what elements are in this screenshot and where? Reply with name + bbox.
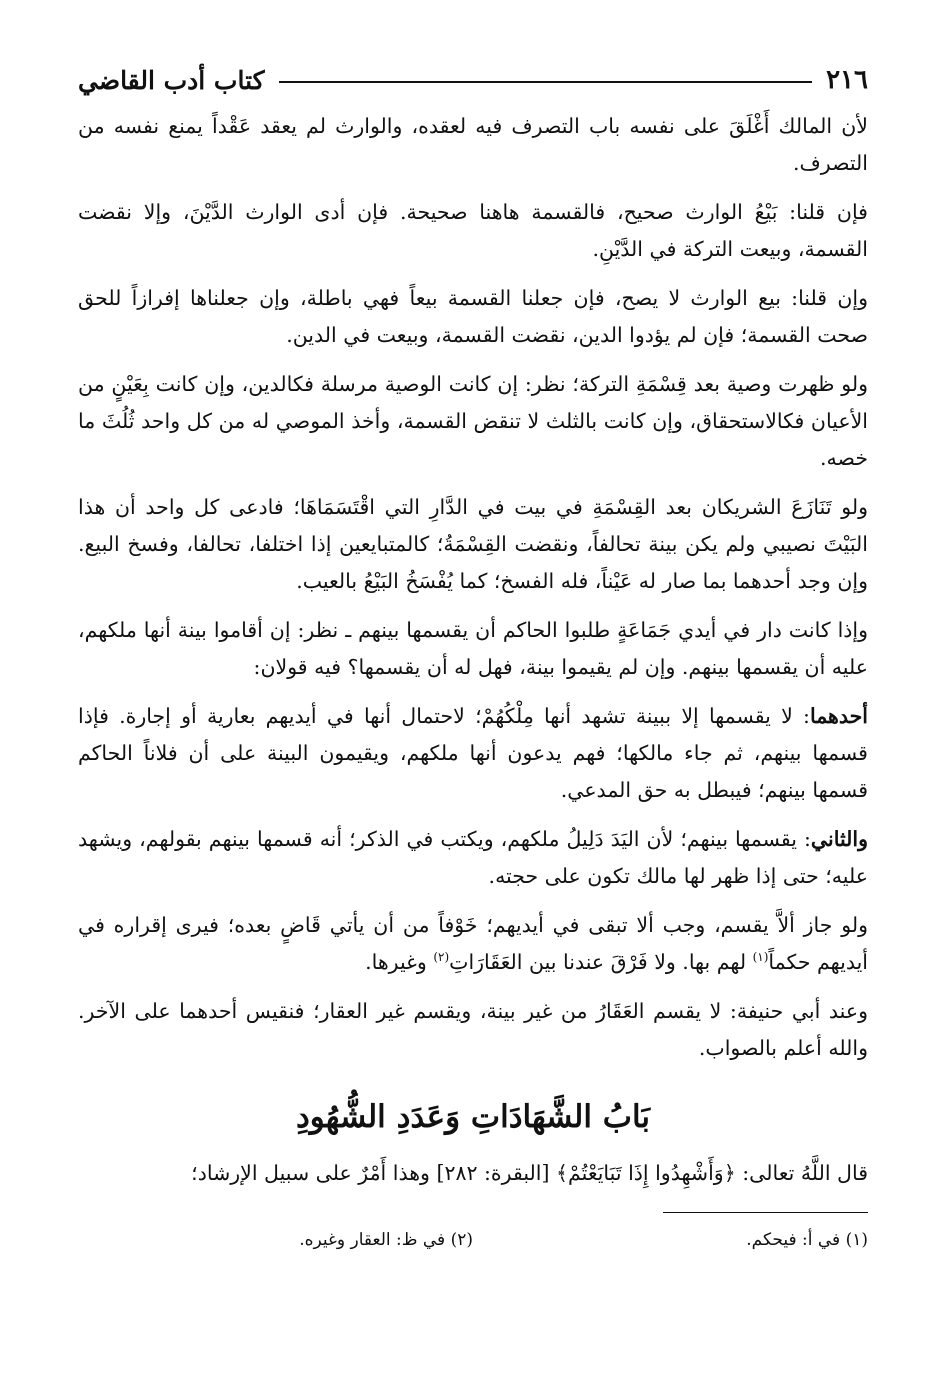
header-rule [279, 81, 813, 83]
paragraph: ولو جاز ألاَّ يقسم، وجب ألا تبقى في أيديهم؛ خَوْفاً من أن يأتي قَاضٍ بعده؛ فيرى إقراره في أيديهم حكماً$^{(١)}$ لهم بها. ولا فَرْقَ عندنا بين العَقَارَاتِ$^{(٢)}$ وغيرها. [78, 913, 868, 974]
page-header [78, 60, 868, 100]
paragraph: ولو ظهرت وصية بعد قِسْمَةِ التركة؛ نظر: إن كانت الوصية مرسلة فكالدين، وإن كانت بِعَيْنٍ من الأعيان فكالاستحقاق، وإن كانت بالثلث لا تنقض القسمة، وأخذ الموصي له من كل واحد ثُلُثَ ما خصه. [78, 372, 868, 470]
section-title: بَابُ الشَّهَادَاتِ وَعَدَدِ الشُّهُودِ [295, 1099, 651, 1135]
paragraph: ولو تَنَازَعَ الشريكان بعد القِسْمَةِ في بيت في الدَّارِ التي اقْتَسَمَاهَا؛ فادعى كل واحد أن هذا البَيْتَ نصيبي ولم يكن بينة تحالفاً، ونقضت القِسْمَةُ؛ كالمتبايعين إذا اختلفا، تحالفا، وفسخ البيع. وإن وجد أحدهما بما صار له عَيْناً، فله الفسخ؛ كما يُفْسَخُ البَيْعُ بالعيب. [78, 495, 868, 593]
footnote-ref-1: (١) [752, 950, 769, 965]
footnote-ref-2: (٢) [433, 950, 450, 965]
paragraph-lead: والثاني [810, 827, 868, 851]
paragraph-lead: أحدهما [809, 704, 868, 728]
paragraph: وإذا كانت دار في أيدي جَمَاعَةٍ طلبوا الحاكم أن يقسمها بينهم ـ نظر: إن أقاموا بينة أنها ملكهم، عليه أن يقسمها بينهم. وإن لم يقيموا بينة، فهل له أن يقسمها؟ فيه قولان: [78, 618, 868, 679]
footnotes [78, 1227, 868, 1253]
paragraph: فإن قلنا: بَيْعُ الوارث صحيح، فالقسمة هاهنا صحيحة. فإن أدى الوارث الدَّيْنَ، وإلا نقضت القسمة، وبيعت التركة في الدَّيْنِ. [78, 200, 868, 261]
footnote-rule [663, 1212, 868, 1213]
page-number: ٢١٦ [826, 65, 868, 95]
footnote-1: (١) في أ: فيحكم. [746, 1230, 868, 1250]
section-intro: قال اللَّهُ تعالى: ﴿وَأَشْهِدُوا إِذَا تَبَايَعْتُمْ﴾ [البقرة: ٢٨٢] وهذا أَمْرٌ على سبيل الإرشاد؛ [191, 1161, 868, 1185]
document-page [78, 60, 868, 1253]
body-text [78, 108, 868, 1192]
paragraph: والثاني: يقسمها بينهم؛ لأن اليَدَ دَلِيلُ ملكهم، ويكتب في الذكر؛ أنه قسمها بينهم بقولهم، ويشهد عليه؛ حتى إذا ظهر لها مالك تكون على حجته. [78, 827, 868, 888]
paragraph: أحدهما: لا يقسمها إلا ببينة تشهد أنها مِلْكُهُمْ؛ لاحتمال أنها في أيديهم بعارية أو إجارة. فإذا قسمها بينهم، ثم جاء مالكها؛ فهم يدعون أنها ملكهم، ويقيمون البينة على أن فلاناً الحاكم قسمها بينهم؛ فيبطل به حق المدعي. [78, 704, 868, 802]
paragraph: وعند أبي حنيفة: لا يقسم العَقَارُ من غير بينة، ويقسم غير العقار؛ فنقيس أحدهما على الآخر. والله أعلم بالصواب. [78, 999, 868, 1060]
paragraph: وإن قلنا: بيع الوارث لا يصح، فإن جعلنا القسمة بيعاً فهي باطلة، وإن جعلناها إفرازاً للحق صحت القسمة؛ فإن لم يؤدوا الدين، نقضت القسمة، وبيعت في الدين. [78, 286, 868, 347]
book-title: كتاب أدب القاضي [78, 65, 265, 95]
paragraph: لأن المالك أَغْلَقَ على نفسه باب التصرف فيه لعقده، والوارث لم يعقد عَقْداً يمنع نفسه من التصرف. [78, 114, 868, 175]
footnote-2: (٢) في ظ: العقار وغيره. [299, 1230, 473, 1250]
